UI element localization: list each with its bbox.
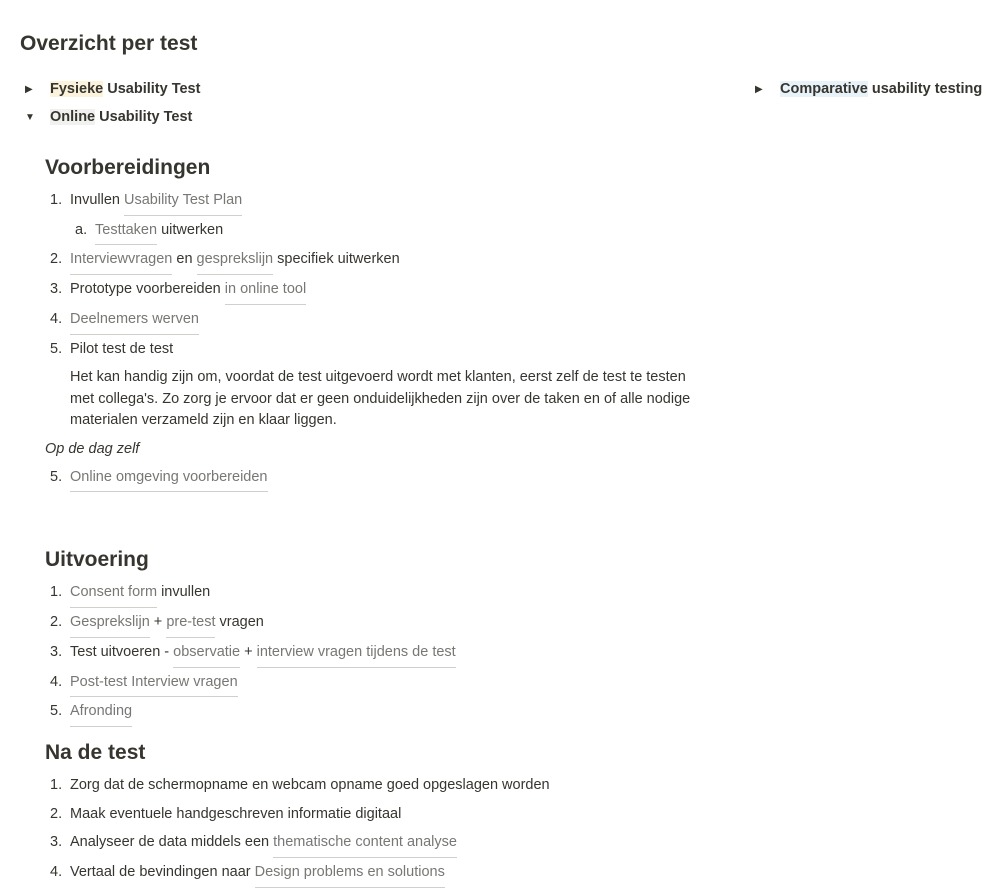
page-title: Overzicht per test xyxy=(20,32,198,55)
list-item xyxy=(45,305,705,335)
list-number: 1. xyxy=(50,192,63,208)
list-number: 2. xyxy=(50,805,63,822)
toggle-fysieke-usability-test[interactable] xyxy=(25,81,200,97)
link-consent-form[interactable]: Consent form xyxy=(70,578,157,608)
list-item xyxy=(45,638,705,668)
link-usability-test-plan[interactable]: Usability Test Plan xyxy=(124,186,242,216)
list-item xyxy=(45,216,705,246)
link-observatie[interactable]: observatie xyxy=(173,638,240,668)
toggle-label: Usability Test xyxy=(103,81,201,97)
link-pre-test[interactable]: pre-test xyxy=(166,608,215,638)
list-item xyxy=(45,800,705,829)
list-number: 5. xyxy=(50,340,63,357)
voorbereidingen-list xyxy=(45,186,705,363)
list-text: Test uitvoeren - xyxy=(70,643,174,660)
toggle-label: usability testing xyxy=(867,81,983,97)
list-number: 3. xyxy=(50,281,63,298)
uitvoering-list xyxy=(45,578,705,727)
list-item xyxy=(45,275,705,305)
list-number: 1. xyxy=(50,776,63,793)
day-label: Op de dag zelf xyxy=(45,440,140,457)
list-number: 3. xyxy=(50,834,63,851)
toggle-online-usability-test[interactable] xyxy=(25,109,192,125)
toggle-label: Usability Test xyxy=(95,109,193,125)
list-text: Analyseer de data middels een xyxy=(70,834,274,851)
note-line: Het kan handig zijn om, voordat de test uitgevoerd wordt met klanten, eerst zelf de test te testen xyxy=(70,369,686,386)
list-number: 4. xyxy=(50,673,63,690)
list-number: 4. xyxy=(50,310,63,327)
list-item xyxy=(45,463,705,493)
heading-na-de-test: Na de test xyxy=(45,740,146,764)
link-online-omgeving-voorbereiden[interactable]: Online omgeving voorbereiden xyxy=(70,463,268,493)
heading-uitvoering: Uitvoering xyxy=(45,548,149,572)
link-gesprekslijn[interactable]: gesprekslijn xyxy=(197,245,274,275)
link-design-problems-en-solutions[interactable]: Design problems en solutions xyxy=(255,858,445,888)
list-item xyxy=(45,858,705,888)
list-number: 5. xyxy=(50,468,63,485)
list-item xyxy=(45,828,705,858)
toggle-highlight: Online xyxy=(50,109,96,125)
link-in-online-tool[interactable]: in online tool xyxy=(225,275,306,305)
list-number: 4. xyxy=(50,864,63,881)
note-line: met collega's. Zo zorg je ervoor dat er geen onduidelijkheden zijn over de taken en of alle nodige xyxy=(70,390,691,407)
list-text: invullen xyxy=(157,584,211,601)
list-text: + xyxy=(149,614,167,631)
spacer xyxy=(45,492,705,542)
list-item xyxy=(45,668,705,698)
link-gesprekslijn[interactable]: Gesprekslijn xyxy=(70,608,150,638)
voorbereidingen-list-continued xyxy=(45,463,705,493)
online-usability-test-content xyxy=(45,150,705,888)
na-de-test-list xyxy=(45,771,705,888)
triangle-right-icon[interactable]: ▶ xyxy=(25,83,33,95)
list-number: 5. xyxy=(50,703,63,720)
list-text: specifiek uitwerken xyxy=(273,251,400,268)
link-thematische-content-analyse[interactable]: thematische content analyse xyxy=(273,828,457,858)
list-number: a. xyxy=(75,221,88,238)
triangle-down-icon[interactable]: ▼ xyxy=(25,111,35,123)
list-text: Maak eventuele handgeschreven informatie digitaal xyxy=(70,805,402,822)
list-text: Vertaal de bevindingen naar xyxy=(70,864,255,881)
list-text: uitwerken xyxy=(157,221,224,238)
spacer xyxy=(45,727,705,735)
link-afronding[interactable]: Afronding xyxy=(70,697,132,727)
list-text: Zorg dat de schermopname en webcam opname goed opgeslagen worden xyxy=(70,776,550,793)
pilot-test-note xyxy=(45,367,705,432)
heading-voorbereidingen: Voorbereidingen xyxy=(45,156,211,179)
toggle-highlight: Comparative xyxy=(780,81,868,97)
list-text: en xyxy=(172,251,197,268)
list-number: 1. xyxy=(50,584,63,601)
list-item xyxy=(45,245,705,275)
link-post-test-interview-vragen[interactable]: Post-test Interview vragen xyxy=(70,668,238,698)
list-text: + xyxy=(240,643,257,660)
link-deelnemers-werven[interactable]: Deelnemers werven xyxy=(70,305,199,335)
list-number: 2. xyxy=(50,614,63,631)
list-item xyxy=(45,771,705,800)
list-number: 2. xyxy=(50,251,63,268)
list-item xyxy=(45,697,705,727)
list-item xyxy=(45,578,705,608)
link-interview-vragen-tijdens-de-test[interactable]: interview vragen tijdens de test xyxy=(257,638,456,668)
list-item xyxy=(45,608,705,638)
link-interviewvragen[interactable]: Interviewvragen xyxy=(70,245,172,275)
note-line: materialen verzameld zijn en klaar liggen. xyxy=(70,412,337,429)
triangle-right-icon[interactable]: ▶ xyxy=(755,83,763,95)
list-item xyxy=(45,335,705,364)
list-text: vragen xyxy=(215,614,264,631)
toggle-comparative-usability-testing[interactable] xyxy=(755,81,982,97)
list-item xyxy=(45,186,705,216)
list-text: Invullen xyxy=(70,192,125,208)
list-number: 3. xyxy=(50,643,63,660)
link-testtaken[interactable]: Testtaken xyxy=(95,216,157,246)
toggle-highlight: Fysieke xyxy=(50,81,104,97)
list-text: Prototype voorbereiden xyxy=(70,281,225,298)
list-text: Pilot test de test xyxy=(70,340,174,357)
